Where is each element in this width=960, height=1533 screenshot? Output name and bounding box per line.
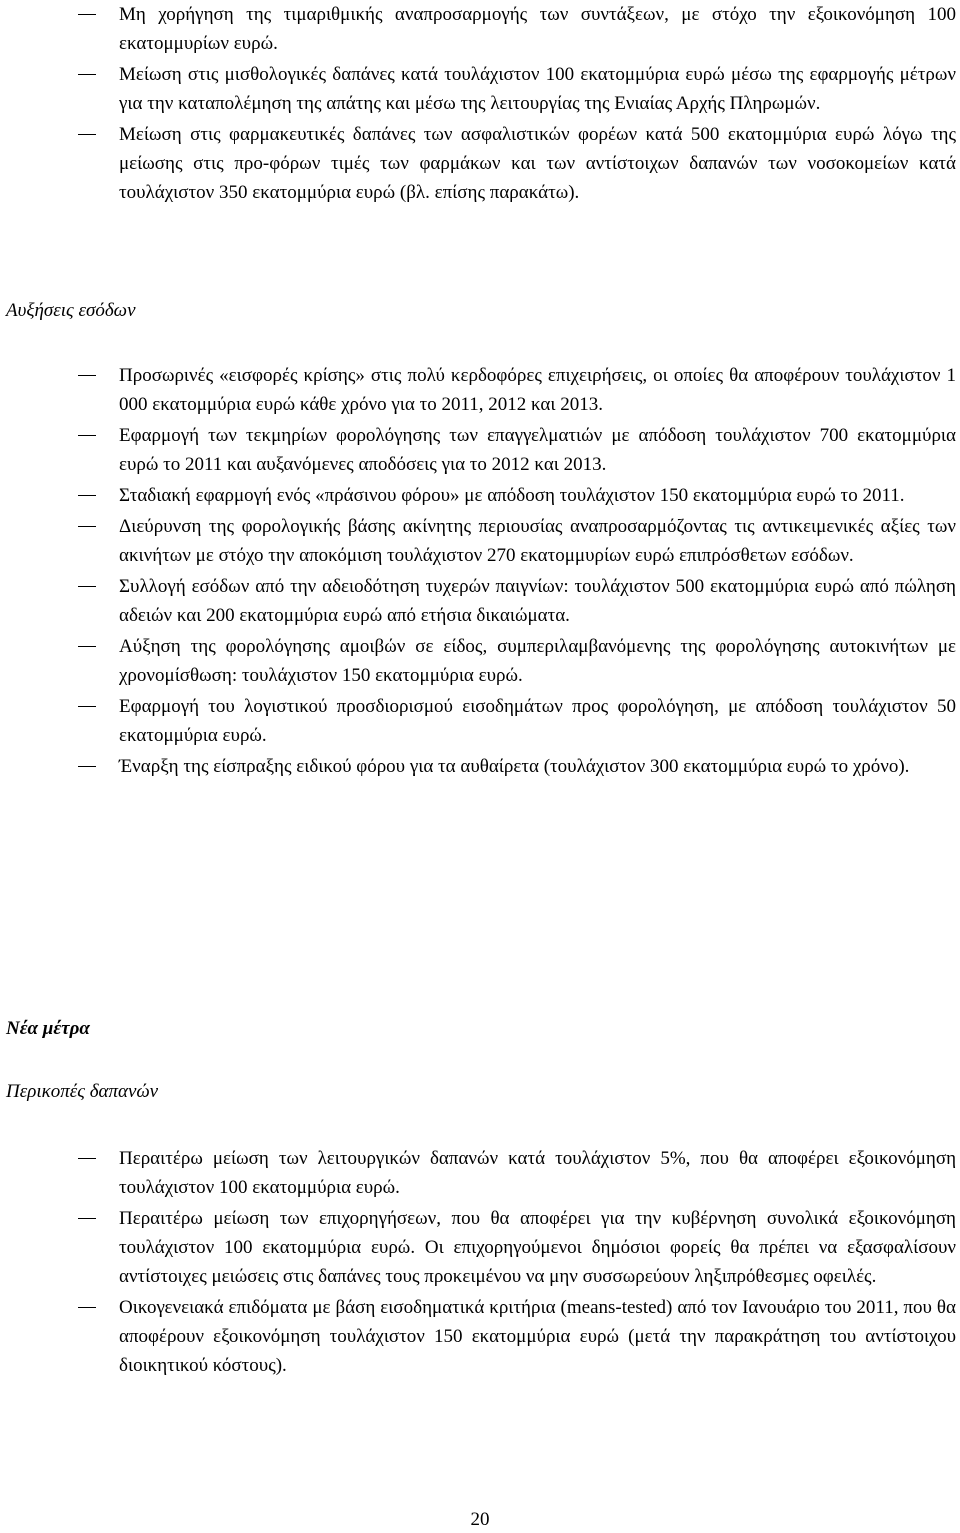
dash-bullet-icon [78, 586, 96, 587]
list-item: Περαιτέρω μείωση των επιχορηγήσεων, που θα αποφέρει για την κυβέρνηση συνολικά εξοικονόμηση τουλάχιστον 100 εκατομμύρια ευρώ. Οι επιχορηγούμενοι δημόσιοι φορείς θα πρέπει να εξασφαλίσουν αντίστοιχες μειώσεις στις δαπάνες τους προκειμένου να μην συσσωρεύουν ληξιπρόθεσμες οφειλές. [78, 1204, 956, 1291]
list-item: Μείωση στις μισθολογικές δαπάνες κατά τουλάχιστον 100 εκατομμύρια ευρώ μέσω της εφαρμογής μέτρων για την καταπολέμηση της απάτης και μέσω της λειτουργίας της Ενιαίας Αρχής Πληρωμών. [78, 60, 956, 118]
dash-bullet-icon [78, 14, 96, 15]
list-item: Σταδιακή εφαρμογή ενός «πράσινου φόρου» με απόδοση τουλάχιστον 150 εκατομμύρια ευρώ το 2011. [78, 481, 956, 510]
dash-bullet-icon [78, 526, 96, 527]
list-item: Προσωρινές «εισφορές κρίσης» στις πολύ κερδοφόρες επιχειρήσεις, οι οποίες θα αποφέρουν τουλάχιστον 1 000 εκατομμύρια ευρώ κάθε χρόνο για το 2011, 2012 και 2013. [78, 361, 956, 419]
revenue-increases-heading: Αυξήσεις εσόδων [6, 300, 136, 321]
list-item: Περαιτέρω μείωση των λειτουργικών δαπανών κατά τουλάχιστον 5%, που θα αποφέρει εξοικονόμηση τουλάχιστον 100 εκατομμύρια ευρώ. [78, 1144, 956, 1202]
dash-bullet-icon [78, 495, 96, 496]
list-item: Οικογενειακά επιδόματα με βάση εισοδηματικά κριτήρια (means-tested) από τον Ιανουάριο του 2011, που θα αποφέρουν εξοικονόμηση τουλάχιστον 150 εκατομμύρια ευρώ (μετά την παρακράτηση του αντίστοιχου διοικητικού κόστους). [78, 1293, 956, 1380]
page-number: 20 [470, 1509, 490, 1530]
pension-measures-list [78, 0, 956, 209]
dash-bullet-icon [78, 435, 96, 436]
list-item: Έναρξη της είσπραξης ειδικού φόρου για τα αυθαίρετα (τουλάχιστον 300 εκατομμύρια ευρώ το χρόνο). [78, 752, 956, 781]
list-item: Μη χορήγηση της τιμαριθμικής αναπροσαρμογής των συντάξεων, με στόχο την εξοικονόμηση 100 εκατομμυρίων ευρώ. [78, 0, 956, 58]
dash-bullet-icon [78, 1218, 96, 1219]
dash-bullet-icon [78, 375, 96, 376]
dash-bullet-icon [78, 646, 96, 647]
dash-bullet-icon [78, 74, 96, 75]
dash-bullet-icon [78, 1307, 96, 1308]
dash-bullet-icon [78, 706, 96, 707]
dash-bullet-icon [78, 766, 96, 767]
list-item: Εφαρμογή του λογιστικού προσδιορισμού εισοδημάτων προς φορολόγηση, με απόδοση τουλάχιστον 50 εκατομμύρια ευρώ. [78, 692, 956, 750]
dash-bullet-icon [78, 134, 96, 135]
new-measures-heading: Νέα μέτρα [6, 1018, 90, 1039]
list-item: Διεύρυνση της φορολογικής βάσης ακίνητης περιουσίας αναπροσαρμόζοντας τις αντικειμενικές αξίες των ακινήτων με στόχο την αποκόμιση τουλάχιστον 270 εκατομμυρίων ευρώ επιπρόσθετων εσόδων. [78, 512, 956, 570]
list-item: Εφαρμογή των τεκμηρίων φορολόγησης των επαγγελματιών με απόδοση τουλάχιστον 700 εκατομμύρια ευρώ το 2011 και αυξανόμενες αποδόσεις για το 2012 και 2013. [78, 421, 956, 479]
dash-bullet-icon [78, 1158, 96, 1159]
spending-cuts-heading: Περικοπές δαπανών [6, 1081, 159, 1102]
revenue-measures-list [78, 361, 956, 783]
list-item: Συλλογή εσόδων από την αδειοδότηση τυχερών παιγνίων: τουλάχιστον 500 εκατομμύρια ευρώ από πώληση αδειών και 200 εκατομμύρια ευρώ από ετήσια δικαιώματα. [78, 572, 956, 630]
spending-cuts-list [78, 1144, 956, 1382]
list-item: Αύξηση της φορολόγησης αμοιβών σε είδος, συμπεριλαμβανόμενης της φορολόγησης αυτοκινήτων με χρονομίσθωση: τουλάχιστον 150 εκατομμύρια ευρώ. [78, 632, 956, 690]
list-item: Μείωση στις φαρμακευτικές δαπάνες των ασφαλιστικών φορέων κατά 500 εκατομμύρια ευρώ λόγω της μείωσης στις προ-φόρων τιμές των φαρμάκων και των αντίστοιχων δαπανών των νοσοκομείων κατά τουλάχιστον 350 εκατομμύρια ευρώ (βλ. επίσης παρακάτω). [78, 120, 956, 207]
